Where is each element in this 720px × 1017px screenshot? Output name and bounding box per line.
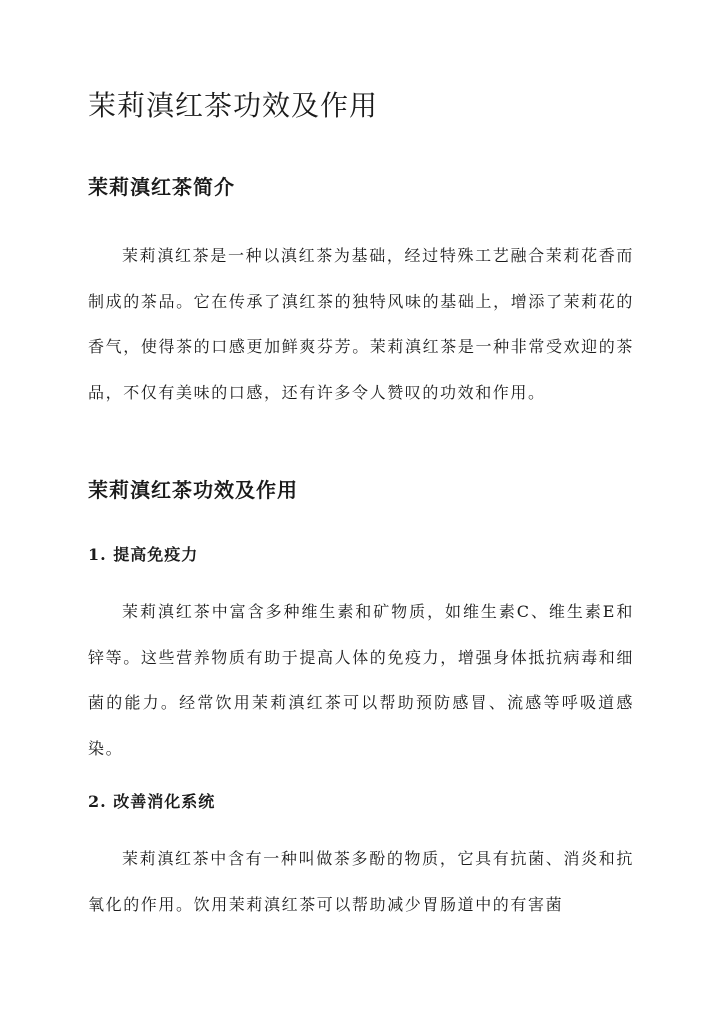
effect-paragraph-1: 茉莉滇红茶中富含多种维生素和矿物质，如维生素C、维生素E和锌等。这些营养物质有助于提高人体的免疫力，增强身体抵抗病毒和细菌的能力。经常饮用茉莉滇红茶可以帮助预防感冒、流感等呼吸道感染。 [88, 602, 634, 758]
effect-heading-1: 1. 提高免疫力 [88, 545, 199, 564]
intro-paragraph: 茉莉滇红茶是一种以滇红茶为基础，经过特殊工艺融合茉莉花香而制成的茶品。它在传承了滇红茶的独特风味的基础上，增添了茉莉花的香气，使得茶的口感更加鲜爽芬芳。茉莉滇红茶是一种非常受欢迎的茶品，不仅有美味的口感，还有许多令人赞叹的功效和作用。 [88, 246, 634, 402]
section-heading-effects: 茉莉滇红茶功效及作用 [88, 478, 298, 502]
section-heading-intro: 茉莉滇红茶简介 [88, 175, 235, 199]
effect-paragraph-2: 茉莉滇红茶中含有一种叫做茶多酚的物质，它具有抗菌、消炎和抗氧化的作用。饮用茉莉滇红茶可以帮助减少胃肠道中的有害菌 [88, 849, 634, 914]
document-title: 茉莉滇红茶功效及作用 [88, 89, 379, 122]
effect-heading-2: 2. 改善消化系统 [88, 792, 216, 811]
